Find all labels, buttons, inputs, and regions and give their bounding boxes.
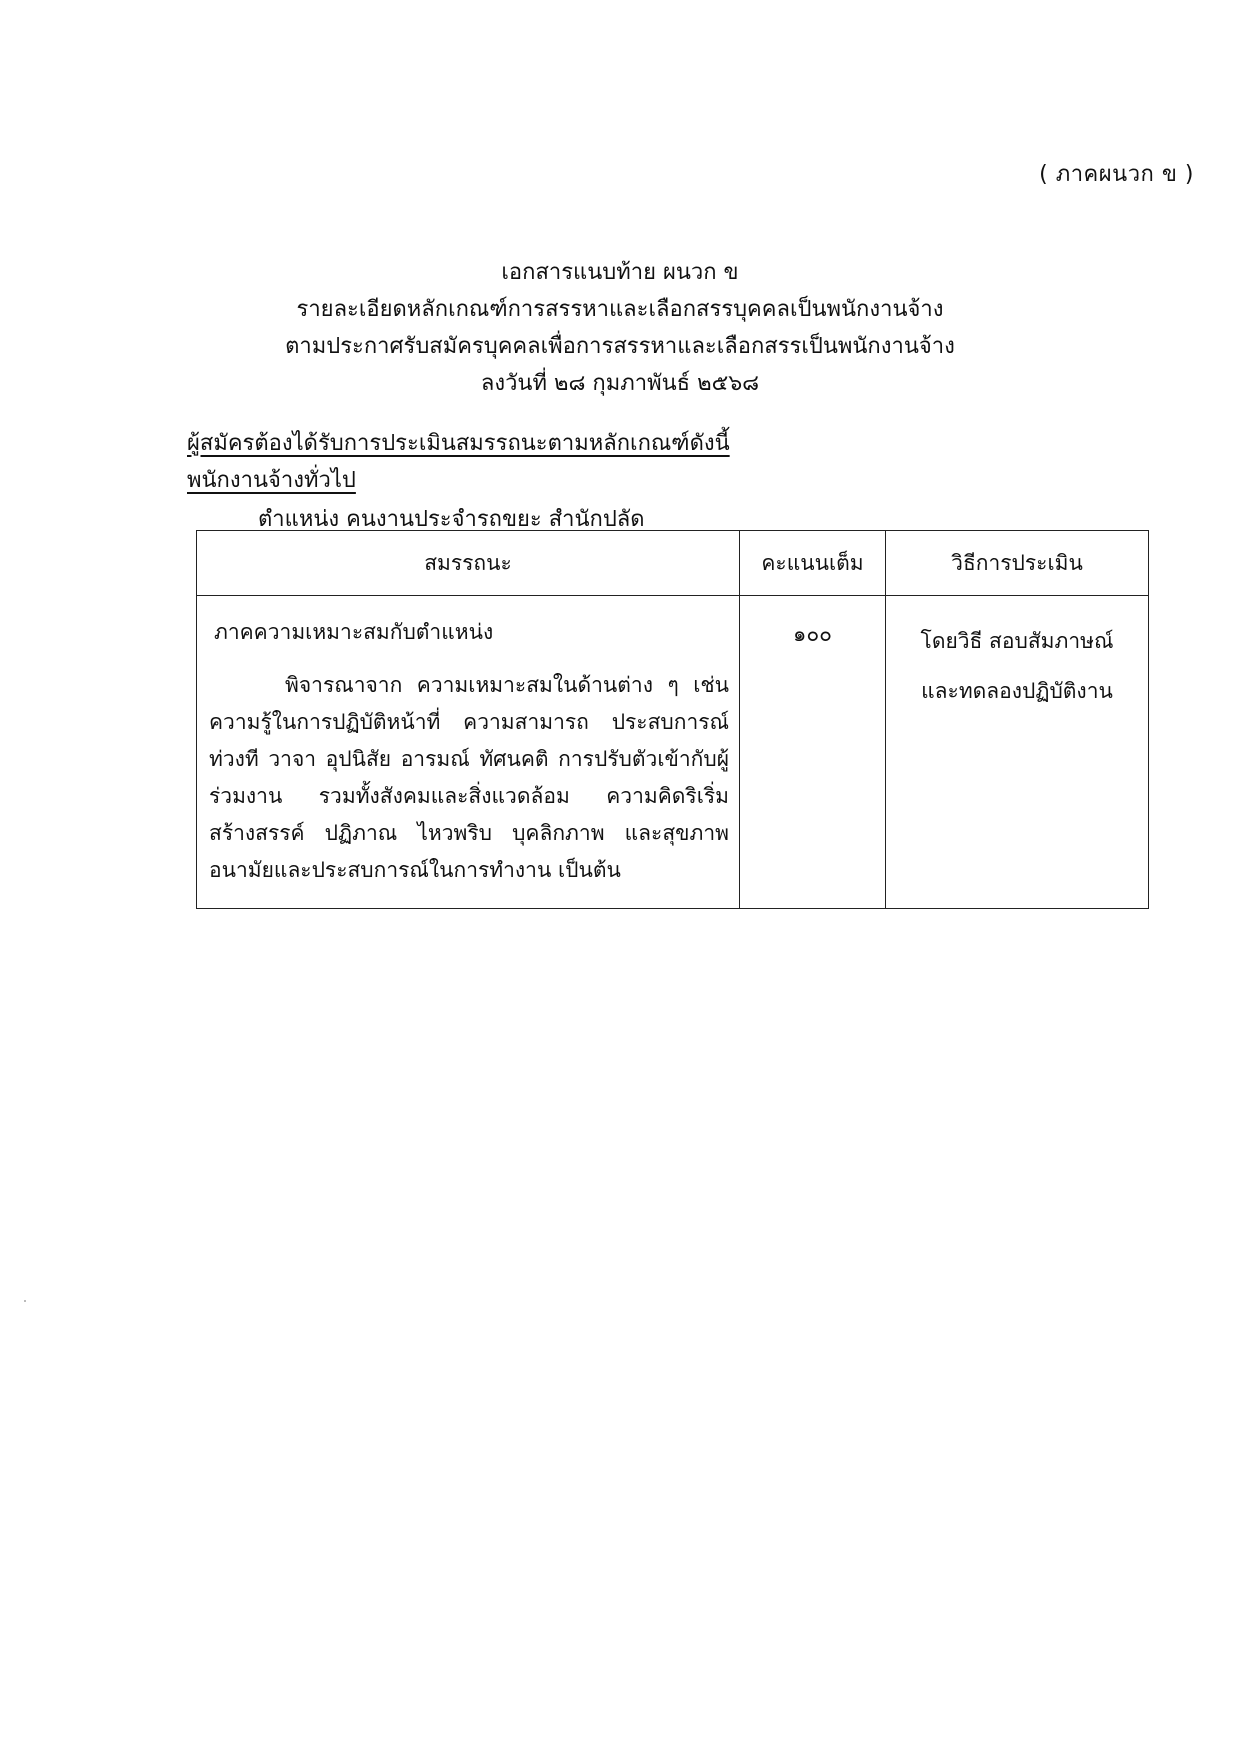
method-line-interview: โดยวิธี สอบสัมภาษณ์ bbox=[920, 629, 1114, 653]
header-competency: สมรรถนะ bbox=[197, 531, 740, 596]
annex-label: ( ภาคผนวก ข ) bbox=[1039, 162, 1194, 187]
header-line-announcement: ตามประกาศรับสมัครบุคคลเพื่อการสรรหาและเลือกสรรเป็นพนักงานจ้าง bbox=[285, 334, 955, 359]
competency-description: พิจารณาจาก ความเหมาะสมในด้านต่าง ๆ เช่น ความรู้ในการปฏิบัติหน้าที่ ความสามารถ ประสบการณ์ ท่วงที วาจา อุปนิสัย อารมณ์ ทัศนคติ การปรับตัวเข้ากับผู้ร่วมงาน รวมทั้งสังคมและสิ่งแวดล้อม ความคิดริเริ่มสร้างสรรค์ ปฏิภาณ ไหวพริบ บุคลิกภาพ และสุขภาพอนามัยและประสบการณ์ในการทำงาน เป็นต้น bbox=[209, 673, 729, 882]
method-line-trial: และทดลองปฏิบัติงาน bbox=[921, 679, 1113, 703]
header-line-date: ลงวันที่ ๒๘ กุมภาพันธ์ ๒๕๖๘ bbox=[480, 371, 760, 396]
staff-type-heading: พนักงานจ้างทั่วไป bbox=[187, 468, 356, 493]
header-line-attachment: เอกสารแนบท้าย ผนวก ข bbox=[501, 260, 739, 285]
header-method: วิธีการประเมิน bbox=[886, 531, 1149, 596]
competency-table bbox=[196, 530, 1149, 909]
scan-speck bbox=[24, 1300, 26, 1302]
competency-cell bbox=[197, 596, 740, 909]
position-line: ตำแหน่ง คนงานประจำรถขยะ สำนักปลัด bbox=[258, 507, 645, 532]
header-full-score: คะแนนเต็ม bbox=[740, 531, 886, 596]
document-header bbox=[0, 254, 1240, 402]
competency-title: ภาคความเหมาะสมกับตำแหน่ง bbox=[214, 620, 494, 644]
requirement-heading: ผู้สมัครต้องได้รับการประเมินสมรรถนะตามหลักเกณฑ์ดังนี้ bbox=[187, 431, 730, 456]
method-cell bbox=[886, 596, 1149, 909]
header-line-criteria: รายละเอียดหลักเกณฑ์การสรรหาและเลือกสรรบุคคลเป็นพนักงานจ้าง bbox=[296, 297, 944, 322]
table-header-row bbox=[197, 531, 1149, 596]
full-score-cell: ๑๐๐ bbox=[740, 596, 886, 909]
table-row bbox=[197, 596, 1149, 909]
